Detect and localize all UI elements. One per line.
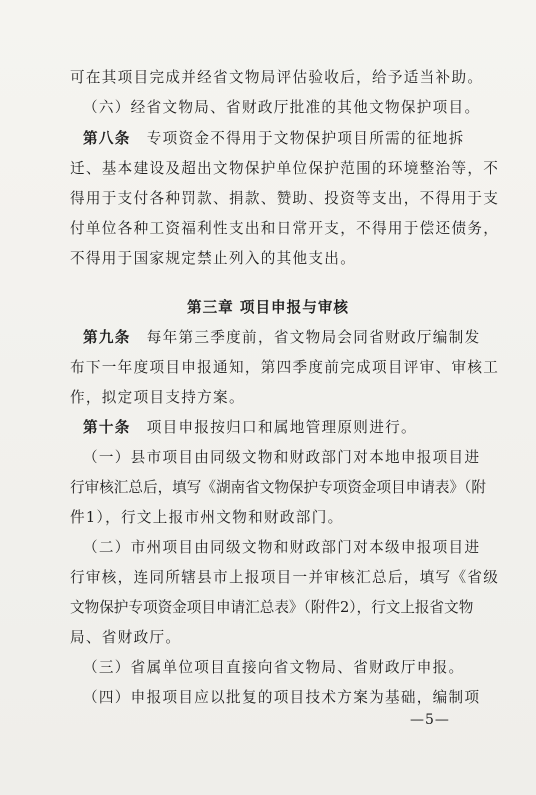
- text-line: 迁、基本建设及超出文物保护单位保护范围的环境整治等，不: [70, 160, 500, 177]
- page-number: —5—: [410, 712, 450, 728]
- text-line: （四）申报项目应以批复的项目技术方案为基础，编制项: [83, 689, 481, 706]
- text-line: （六）经省文物局、省财政厅批准的其他文物保护项目。: [83, 99, 481, 116]
- article-10-label: 第十条: [83, 419, 131, 436]
- text-line: 得用于支付各种罚款、捐款、赞助、投资等支出，不得用于支: [70, 190, 500, 207]
- chapter-heading: 第三章 项目申报与审核: [186, 299, 350, 316]
- text-line: 作，拟定项目支持方案。: [70, 389, 245, 406]
- article-9-first-line: [83, 328, 481, 348]
- text-line: （一）县市项目由同级文物和财政部门对本地申报项目进: [83, 449, 481, 466]
- text-line: 局、省财政厅。: [70, 629, 182, 646]
- text-line: 每年第三季度前，省文物局会同省财政厅编制发: [146, 329, 481, 346]
- article-8-first-line: [83, 129, 463, 149]
- text-line: （二）市州项目由同级文物和财政部门对本级申报项目进: [83, 539, 481, 556]
- text-line: 专项资金不得用于文物保护项目所需的征地拆: [146, 130, 465, 147]
- text-line: （三）省属单位项目直接向省文物局、省财政厅申报。: [83, 659, 465, 676]
- text-line: 行审核，连同所辖县市上报项目一并审核汇总后，填写《省级: [70, 569, 500, 586]
- article-10-first-line: [83, 418, 417, 438]
- text-line: 项目申报按归口和属地管理原则进行。: [146, 419, 417, 436]
- text-line: 可在其项目完成并经省文物局评估验收后，给予适当补助。: [70, 69, 484, 86]
- text-line: 件1），行文上报市州文物和财政部门。: [70, 509, 344, 526]
- article-9-label: 第九条: [83, 329, 131, 346]
- text-line: 布下一年度项目申报通知，第四季度前完成项目评审、审核工: [70, 359, 500, 376]
- text-line: 文物保护专项资金项目申请汇总表》（附件2），行文上报省文物: [70, 599, 474, 616]
- text-line: 付单位各种工资福利性支出和日常开支，不得用于偿还债务，: [70, 220, 500, 237]
- text-line: 不得用于国家规定禁止列入的其他支出。: [70, 250, 357, 267]
- text-line: 行审核汇总后，填写《湖南省文物保护专项资金项目申请表》（附: [70, 479, 486, 496]
- article-8-label: 第八条: [83, 130, 131, 147]
